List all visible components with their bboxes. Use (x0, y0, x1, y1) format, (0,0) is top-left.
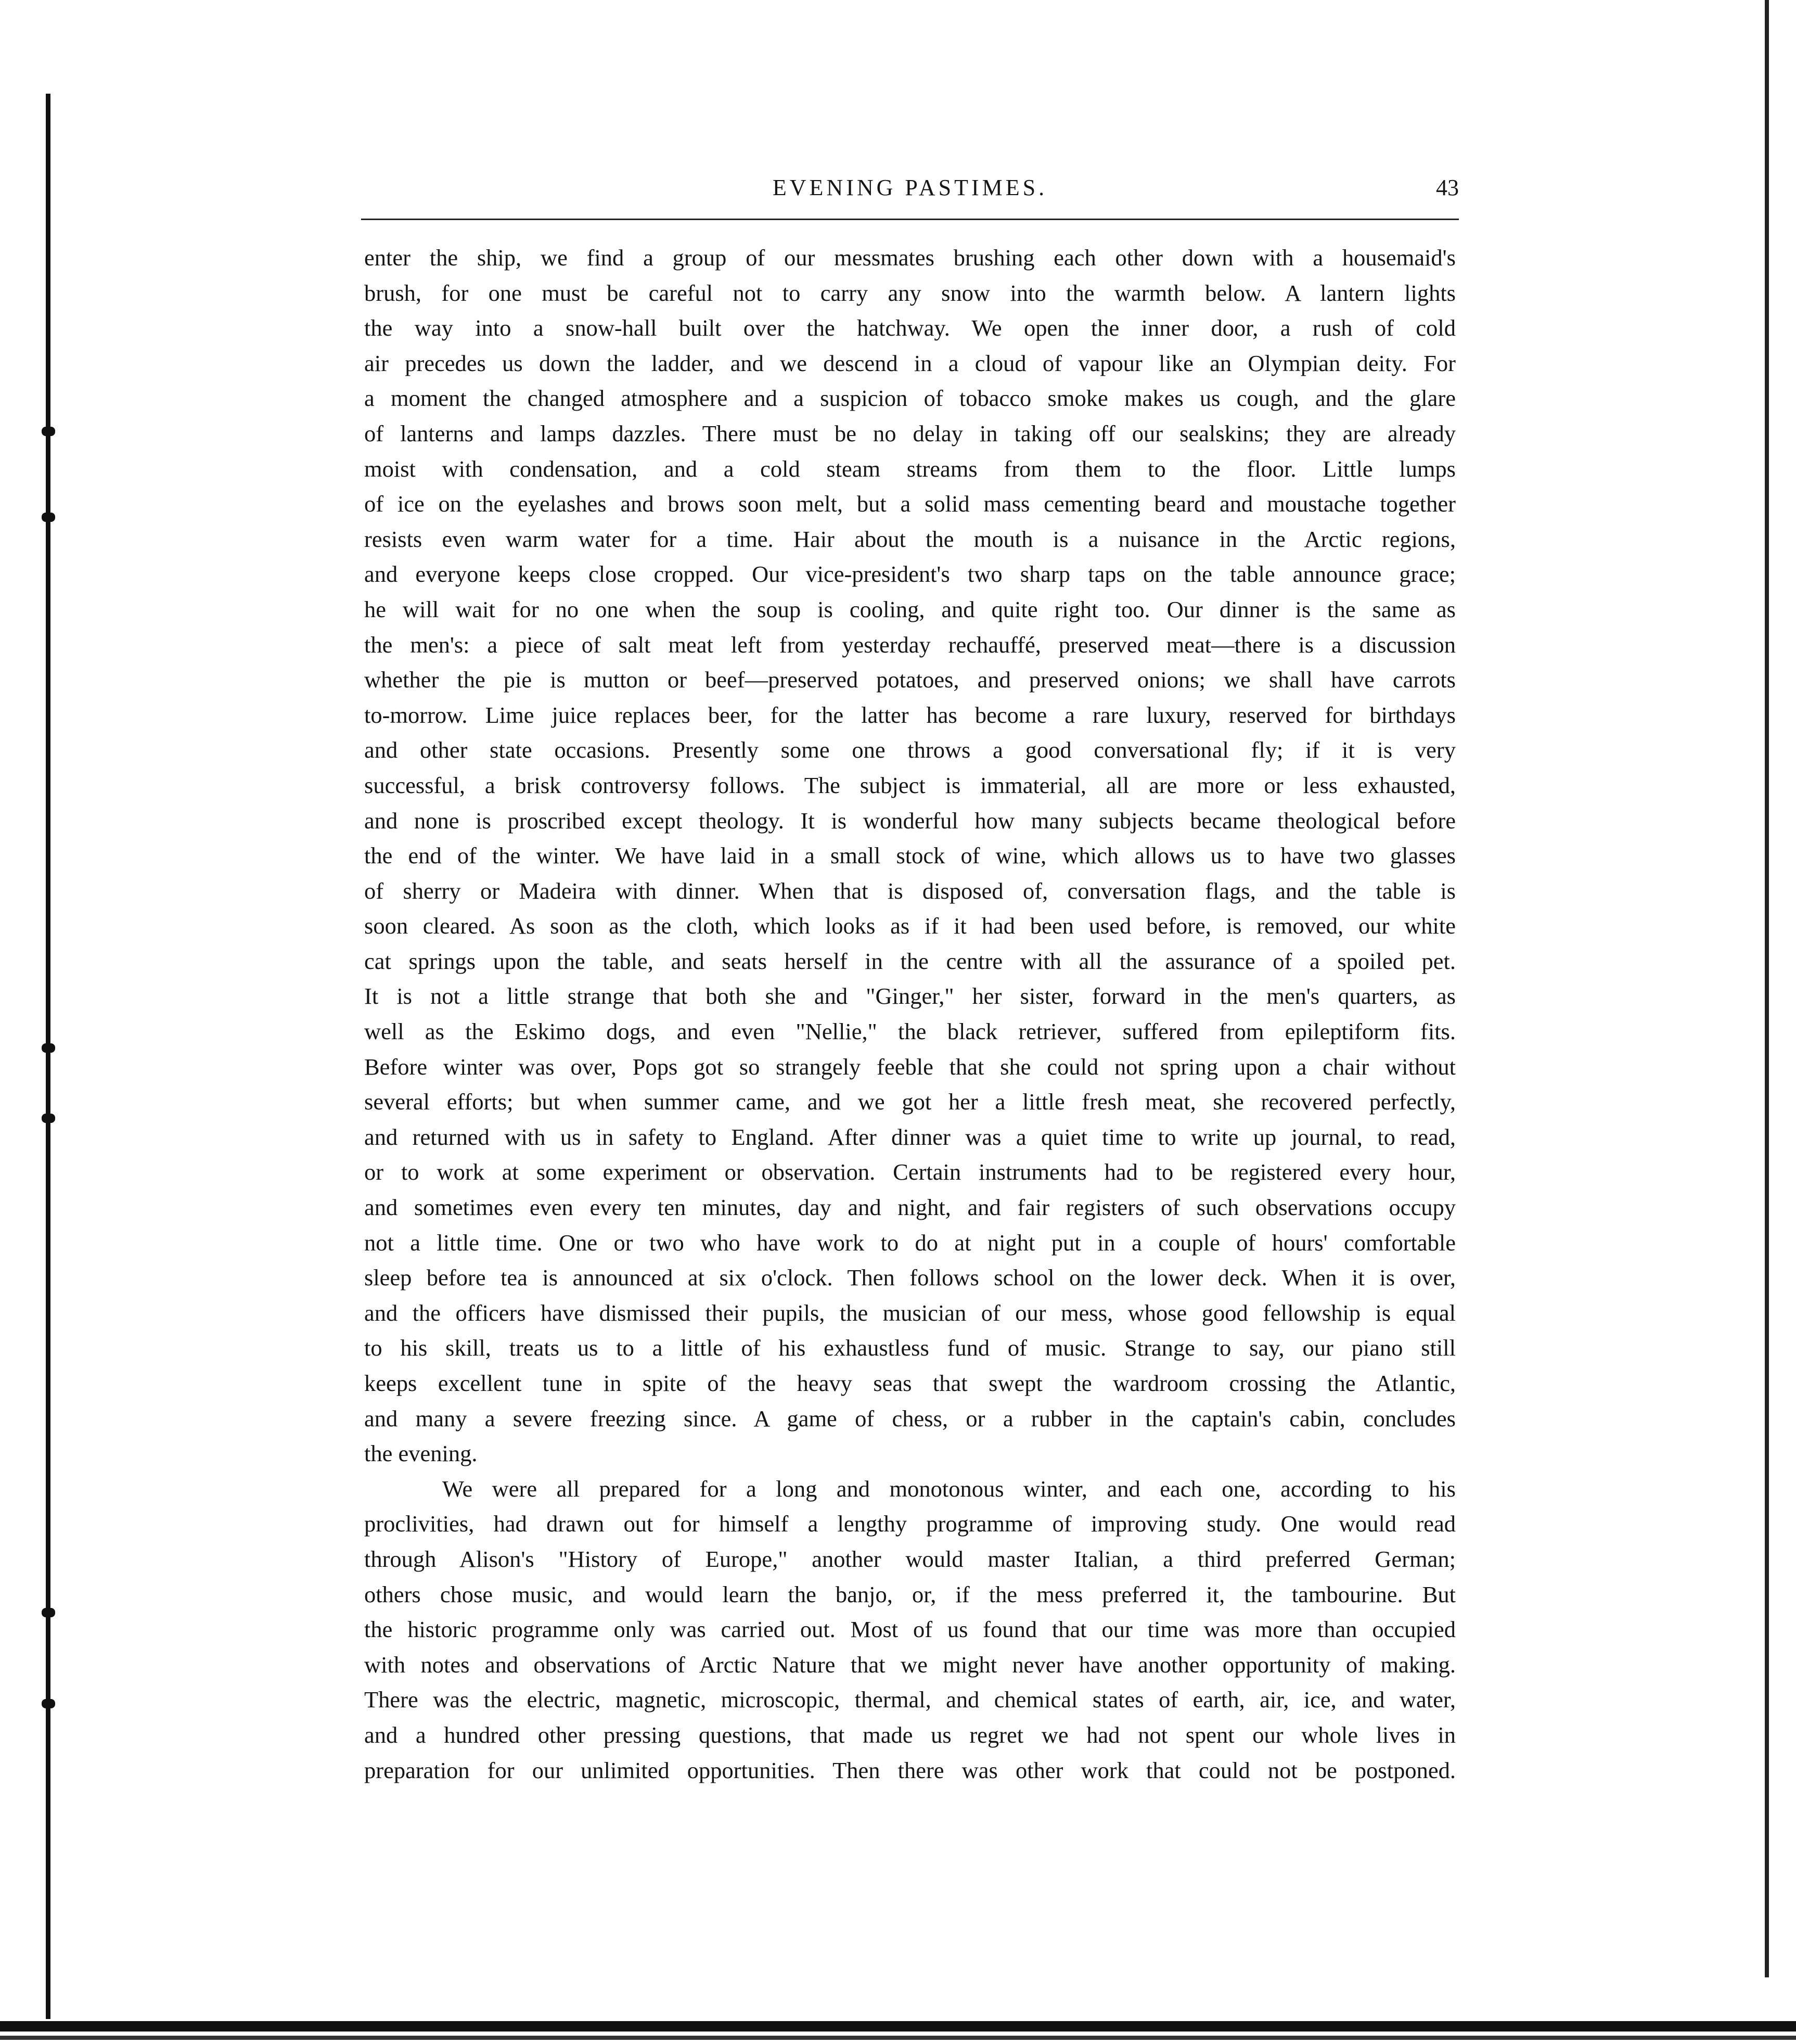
text-line: several efforts; but when summer came, and we got her a little fresh meat, she recovered perfectly, (364, 1089, 1456, 1115)
body-text (364, 240, 1456, 1788)
binding-mark (42, 427, 55, 436)
text-line: with notes and observations of Arctic Nature that we might never have another opportunity of making. (364, 1651, 1456, 1678)
text-line: and everyone keeps close cropped. Our vice-president's two sharp taps on the table announce grace; (364, 561, 1456, 587)
text-line: preparation for our unlimited opportunities. Then there was other work that could not be postponed. (364, 1757, 1456, 1783)
running-title: EVENING PASTIMES. (772, 175, 1048, 200)
text-line: others chose music, and would learn the banjo, or, if the mess preferred it, the tambourine. But (364, 1581, 1456, 1607)
text-line: to-morrow. Lime juice replaces beer, for the latter has become a rare luxury, reserved for birthdays (364, 701, 1456, 728)
text-line: or to work at some experiment or observation. Certain instruments had to be registered every hour, (364, 1159, 1456, 1185)
binding-mark (42, 1608, 55, 1617)
text-line: brush, for one must be careful not to carry any snow into the warmth below. A lantern lights (364, 279, 1456, 306)
text-line: the men's: a piece of salt meat left from yesterday rechauffé, preserved meat—there is a discussion (364, 631, 1456, 658)
header-rule (361, 219, 1459, 220)
text-line: the end of the winter. We have laid in a small stock of wine, which allows us to have two glasses (364, 842, 1456, 869)
text-line: and sometimes even every ten minutes, day and night, and fair registers of such observations occupy (364, 1194, 1456, 1221)
binding-mark (42, 1699, 55, 1708)
page-bottom-edge (0, 2021, 1796, 2032)
text-line: of ice on the eyelashes and brows soon melt, but a solid mass cementing beard and moustache together (364, 491, 1456, 517)
text-line: Before winter was over, Pops got so strangely feeble that she could not spring upon a chair without (364, 1053, 1456, 1080)
text-line: resists even warm water for a time. Hair about the mouth is a nuisance in the Arctic regions, (364, 526, 1456, 552)
text-line: through Alison's "History of Europe," another would master Italian, a third preferred German; (364, 1545, 1456, 1572)
text-line: well as the Eskimo dogs, and even "Nellie," the black retriever, suffered from epileptiform fits. (364, 1018, 1456, 1045)
text-line: enter the ship, we find a group of our messmates brushing each other down with a housemaid's (364, 245, 1456, 271)
text-line: and none is proscribed except theology. It is wonderful how many subjects became theological before (364, 807, 1456, 834)
text-line: and other state occasions. Presently some one throws a good conversational fly; if it is very (364, 737, 1456, 763)
running-header (361, 169, 1459, 206)
page-number: 43 (1436, 175, 1459, 200)
text-line: and the officers have dismissed their pupils, the musician of our mess, whose good fellowship is equal (364, 1299, 1456, 1326)
binding-mark (42, 1114, 55, 1123)
page-binding-edge (46, 94, 50, 2019)
page-right-edge (1765, 0, 1769, 1977)
text-line: the historic programme only was carried out. Most of us found that our time was more than occupied (364, 1616, 1456, 1643)
text-line: proclivities, had drawn out for himself a lengthy programme of improving study. One would read (364, 1511, 1456, 1537)
text-line: sleep before tea is announced at six o'clock. Then follows school on the lower deck. When it is over, (364, 1264, 1456, 1291)
text-line: moist with condensation, and a cold steam streams from them to the floor. Little lumps (364, 455, 1456, 482)
text-line: to his skill, treats us to a little of his exhaustless fund of music. Strange to say, our piano still (364, 1335, 1456, 1361)
paragraph-last-line: the evening. (364, 1440, 478, 1467)
binding-mark (42, 1043, 55, 1053)
text-line: There was the electric, magnetic, microscopic, thermal, and chemical states of earth, air, ice, and water, (364, 1687, 1456, 1713)
text-line: keeps excellent tune in spite of the heavy seas that swept the wardroom crossing the Atlantic, (364, 1370, 1456, 1396)
text-line: a moment the changed atmosphere and a suspicion of tobacco smoke makes us cough, and the glare (364, 385, 1456, 412)
paragraph-first-line: We were all prepared for a long and monotonous winter, and each one, according to his (442, 1475, 1456, 1502)
page-bottom-edge-shadow (0, 2036, 1796, 2040)
text-line: successful, a brisk controversy follows. The subject is immaterial, all are more or less exhausted, (364, 772, 1456, 798)
text-line: he will wait for no one when the soup is cooling, and quite right too. Our dinner is the same as (364, 596, 1456, 622)
text-line: whether the pie is mutton or beef—preserved potatoes, and preserved onions; we shall have carrots (364, 667, 1456, 693)
text-line: soon cleared. As soon as the cloth, which looks as if it had been used before, is removed, our white (364, 913, 1456, 939)
binding-mark (42, 513, 55, 522)
text-line: and many a severe freezing since. A game of chess, or a rubber in the captain's cabin, concludes (364, 1405, 1456, 1432)
text-line: not a little time. One or two who have work to do at night put in a couple of hours' comfortable (364, 1229, 1456, 1256)
text-line: the way into a snow-hall built over the hatchway. We open the inner door, a rush of cold (364, 315, 1456, 341)
text-line: air precedes us down the ladder, and we descend in a cloud of vapour like an Olympian deity. For (364, 350, 1456, 376)
text-line: of sherry or Madeira with dinner. When that is disposed of, conversation flags, and the table is (364, 877, 1456, 904)
text-line: and returned with us in safety to England. After dinner was a quiet time to write up journal, to read, (364, 1123, 1456, 1150)
text-line: cat springs upon the table, and seats herself in the centre with all the assurance of a spoiled pet. (364, 948, 1456, 974)
text-line: of lanterns and lamps dazzles. There must be no delay in taking off our sealskins; they are already (364, 420, 1456, 446)
text-line: It is not a little strange that both she and "Ginger," her sister, forward in the men's quarters, as (364, 983, 1456, 1010)
text-line: and a hundred other pressing questions, that made us regret we had not spent our whole lives in (364, 1721, 1456, 1748)
